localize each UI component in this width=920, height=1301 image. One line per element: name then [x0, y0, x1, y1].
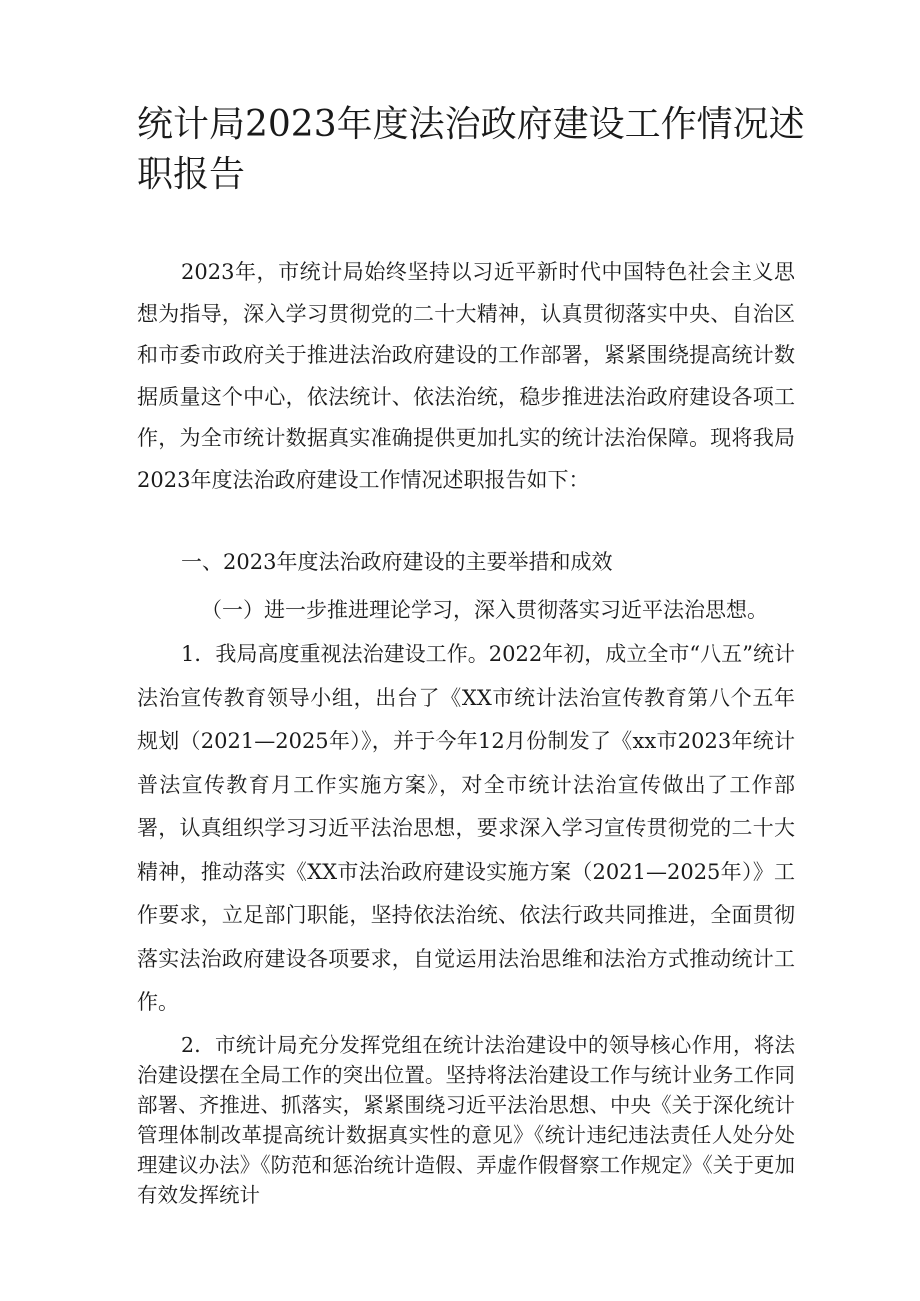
item-paragraph-1: 1．我局高度重视法治建设工作。2022年初，成立全市“八五”统计法治宣传教育领导小组，出台了《XX市统计法治宣传教育第八个五年规划（2021—2025年）》，并于今年12月份制发了《xx市2023年统计普法宣传教育月工作实施方案》，对全市统计法治宣传做出了工作部署，认真组织学习习近平法治思想，要求深入学习宣传贯彻党的二十大精神，推动落实《XX市法治政府建设实施方案（2021—2025年）》工作要求，立足部门职能，坚持依法治统、依法行政共同推进，全面贯彻落实法治政府建设各项要求，自觉运用法治思维和法治方式推动统计工作。 — [137, 642, 795, 1014]
intro-paragraph: 2023年，市统计局始终坚持以习近平新时代中国特色社会主义思想为指导，深入学习贯彻党的二十大精神，认真贯彻落实中央、自治区和市委市政府关于推进法治政府建设的工作部署，紧紧围绕提高统计数据质量这个中心，依法统计、依法治统，稳步推进法治政府建设各项工作，为全市统计数据真实准确提供更加扎实的统计法治保障。现将我局2023年度法治政府建设工作情况述职报告如下： — [137, 260, 795, 492]
subsection-heading-1-1: （一）进一步推进理论学习，深入贯彻落实习近平法治思想。 — [201, 598, 768, 622]
item-paragraph-2: 2．市统计局充分发挥党组在统计法治建设中的领导核心作用，将法治建设摆在全局工作的突出位置。坚持将法治建设工作与统计业务工作同部署、齐推进、抓落实，紧紧围绕习近平法治思想、中央《关于深化统计管理体制改革提高统计数据真实性的意见》《统计违纪违法责任人处分处理建议办法》《防范和惩治统计造假、弄虚作假督察工作规定》《关于更加有效发挥统计 — [137, 1033, 795, 1207]
document-title: 统计局2023年度法治政府建设工作情况述职报告 — [137, 104, 805, 195]
section-heading-1: 一、2023年度法治政府建设的主要举措和成效 — [181, 550, 613, 574]
